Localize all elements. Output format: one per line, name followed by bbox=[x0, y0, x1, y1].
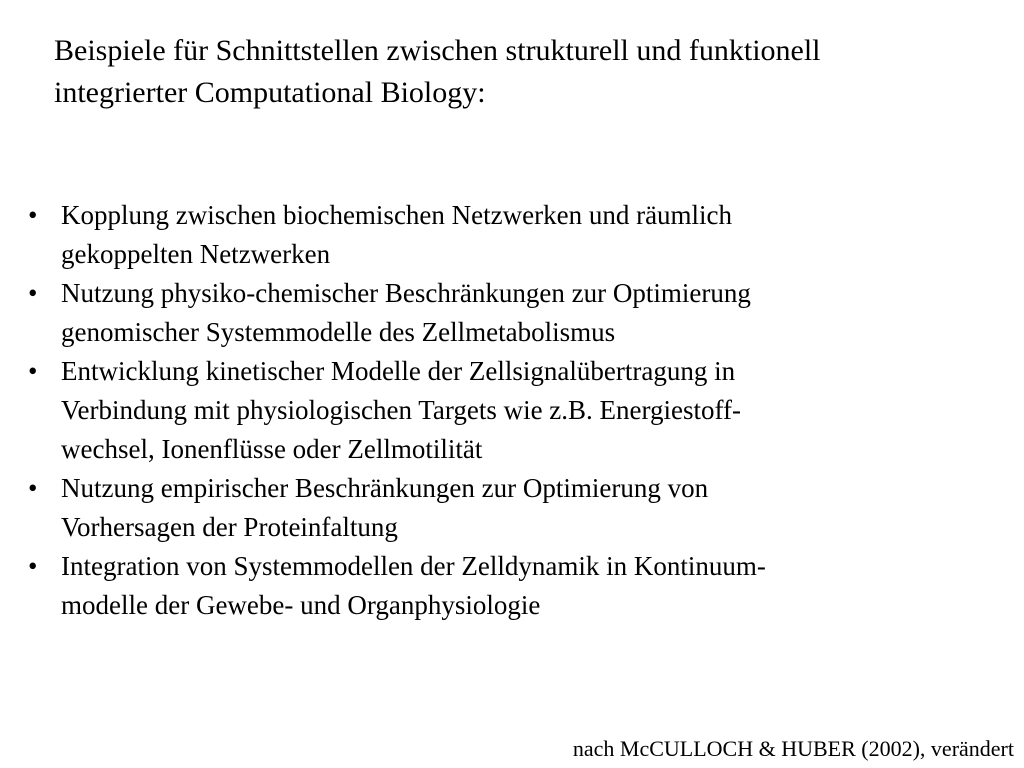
bullet-text-line: Nutzung physiko-chemischer Beschränkungen zur Optimierung bbox=[61, 278, 751, 308]
slide-title-line: integrierter Computational Biology: bbox=[54, 76, 486, 109]
bullet-marker: • bbox=[28, 551, 38, 581]
bullet-text-line: Nutzung empirischer Beschränkungen zur Optimierung von bbox=[61, 473, 709, 503]
bullet-item bbox=[28, 547, 988, 625]
bullet-marker: • bbox=[28, 200, 38, 230]
slide-title-line: Beispiele für Schnittstellen zwischen strukturell und funktionell bbox=[54, 34, 821, 67]
bullet-text-line: Verbindung mit physiologischen Targets wie z.B. Energiestoff- bbox=[61, 395, 742, 425]
bullet-item bbox=[28, 196, 988, 274]
bullet-text-line: gekoppelten Netzwerken bbox=[61, 239, 331, 269]
bullet-text-line: modelle der Gewebe- und Organphysiologie bbox=[61, 590, 541, 620]
bullet-list bbox=[28, 196, 988, 625]
bullet-marker: • bbox=[28, 278, 38, 308]
bullet-item bbox=[28, 352, 988, 469]
bullet-marker: • bbox=[28, 473, 38, 503]
bullet-text-line: Entwicklung kinetischer Modelle der Zellsignalübertragung in bbox=[61, 356, 736, 386]
source-citation: nach McCULLOCH & HUBER (2002), verändert bbox=[572, 736, 1014, 761]
bullet-text-line: genomischer Systemmodelle des Zellmetabolismus bbox=[61, 317, 616, 347]
bullet-text-line: Integration von Systemmodellen der Zelldynamik in Kontinuum- bbox=[61, 551, 766, 581]
bullet-item bbox=[28, 274, 988, 352]
bullet-item bbox=[28, 469, 988, 547]
bullet-text-line: Kopplung zwischen biochemischen Netzwerken und räumlich bbox=[61, 200, 733, 230]
bullet-text-line: wechsel, Ionenflüsse oder Zellmotilität bbox=[61, 434, 483, 464]
bullet-text-line: Vorhersagen der Proteinfaltung bbox=[61, 512, 398, 542]
slide-title bbox=[54, 30, 1004, 114]
bullet-marker: • bbox=[28, 356, 38, 386]
